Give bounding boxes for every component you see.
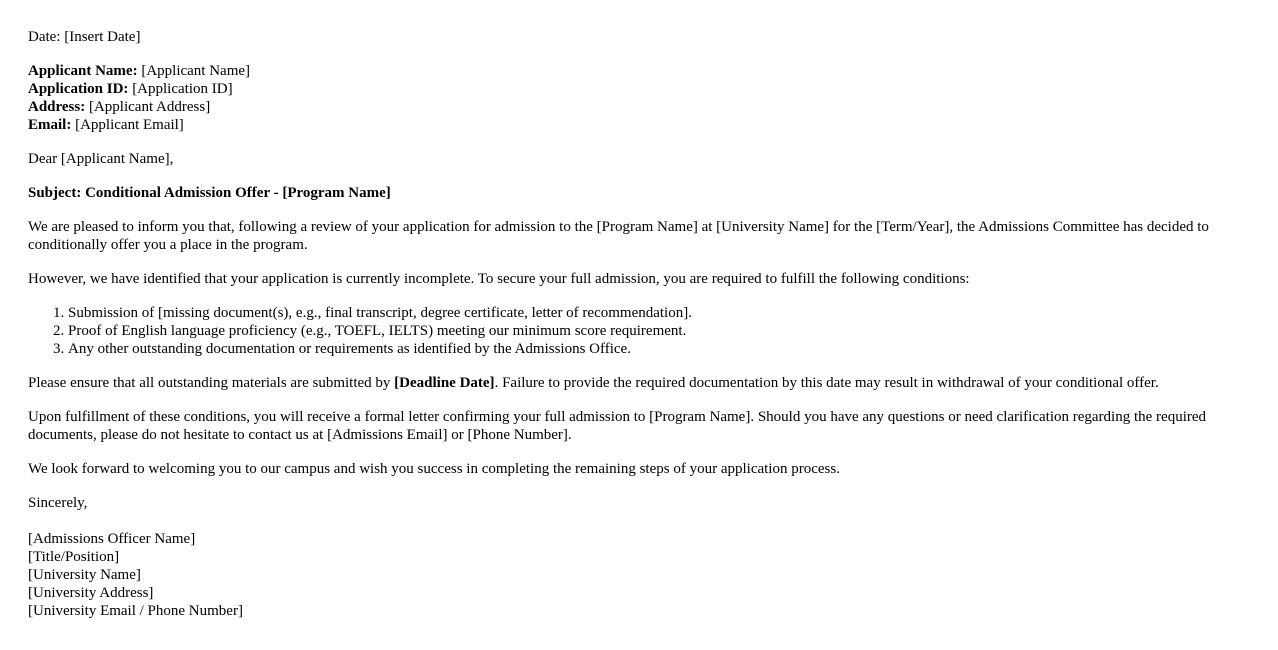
signature-officer-name: [Admissions Officer Name] [28, 531, 196, 547]
applicant-details [28, 62, 1250, 134]
address-label: Address: [28, 99, 86, 115]
paragraph-offer: We are pleased to inform you that, following a review of your application for admission to the [Program Name] at [University Name] for the [Term/Year], the Admissions Committee has decided to conditionally offer you a place in the program. [28, 219, 1209, 253]
signature-contact: [University Email / Phone Number] [28, 603, 243, 619]
application-id-line [28, 80, 1250, 98]
application-id-label: Application ID: [28, 81, 129, 97]
subject-line [28, 184, 1250, 202]
deadline-text-before: Please ensure that all outstanding materials are submitted by [28, 375, 395, 391]
date-line: Date: [Insert Date] [28, 29, 141, 45]
paragraph-incomplete: However, we have identified that your application is currently incomplete. To secure your full admission, you are required to fulfill the following conditions: [28, 271, 970, 287]
email-line [28, 116, 1250, 134]
signature-block [28, 530, 1250, 620]
email-value: [Applicant Email] [71, 117, 184, 133]
deadline-date: [Deadline Date] [394, 375, 495, 391]
subject-text: Subject: Conditional Admission Offer - [Program Name] [28, 185, 391, 201]
signature-university-address: [University Address] [28, 585, 154, 601]
closing: Sincerely, [28, 495, 88, 511]
condition-item: 2. Proof of English language proficiency (e.g., TOEFL, IELTS) meeting our minimum score requirement. [68, 322, 1250, 340]
applicant-name-line [28, 62, 1250, 80]
paragraph-welcome: We look forward to welcoming you to our campus and wish you success in completing the remaining steps of your application process. [28, 461, 840, 477]
address-value: [Applicant Address] [85, 99, 211, 115]
condition-item: 1. Submission of [missing document(s), e.g., final transcript, degree certificate, letter of recommendation]. [68, 304, 1250, 322]
paragraph-fulfillment: Upon fulfillment of these conditions, you will receive a formal letter confirming your full admission to [Program Name]. Should you have any questions or need clarification regarding the required documents, please do not hesitate to contact us at [Admissions Email] or [Phone Number]. [28, 409, 1207, 443]
signature-title: [Title/Position] [28, 549, 120, 565]
deadline-text-after: . Failure to provide the required documentation by this date may result in withdrawal of your conditional offer. [494, 375, 1159, 391]
paragraph-deadline [28, 374, 1250, 392]
condition-item: 3. Any other outstanding documentation or requirements as identified by the Admissions Office. [68, 340, 1250, 358]
applicant-name-value: [Applicant Name] [137, 63, 251, 79]
conditions-list [28, 304, 1250, 358]
address-line [28, 98, 1250, 116]
applicant-name-label: Applicant Name: [28, 63, 138, 79]
application-id-value: [Application ID] [128, 81, 233, 97]
salutation: Dear [Applicant Name], [28, 151, 174, 167]
email-label: Email: [28, 117, 72, 133]
signature-university-name: [University Name] [28, 567, 141, 583]
